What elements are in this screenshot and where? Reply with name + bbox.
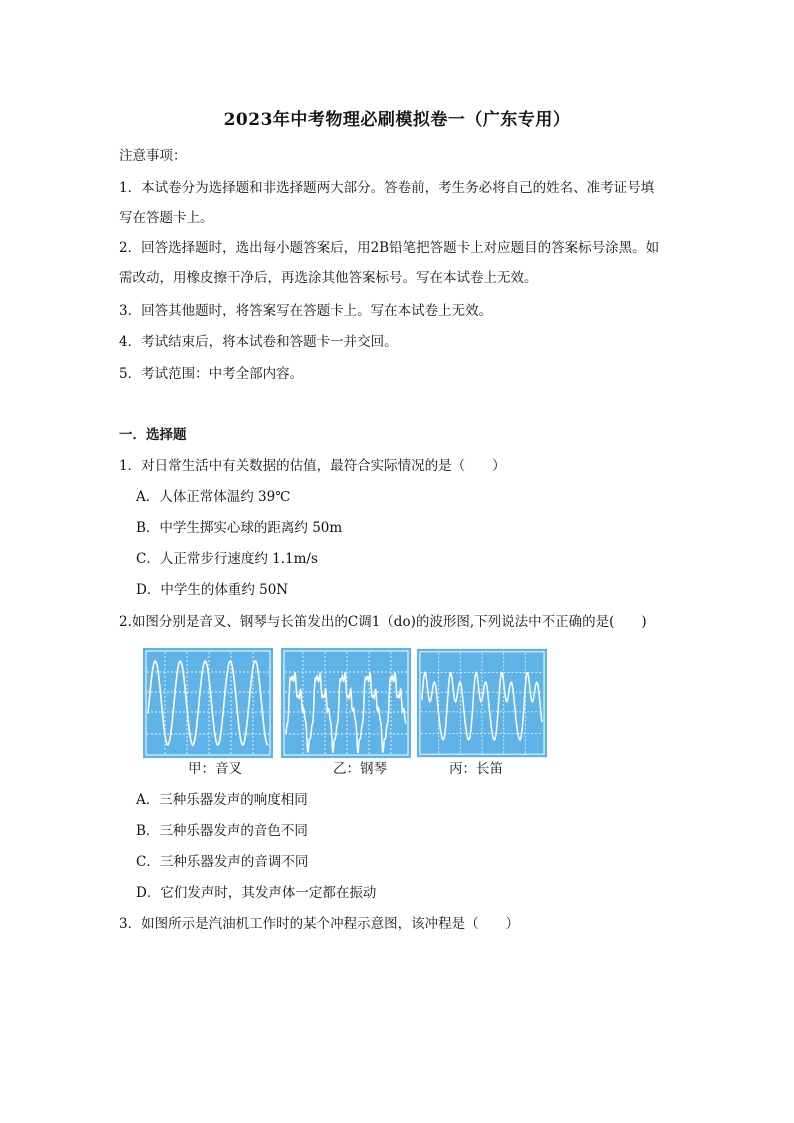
caption-piano: 乙：钢琴: [333, 761, 387, 777]
note-line: 3．回答其他题时，将答案写在答题卡上。写在本试卷上无效。: [119, 303, 493, 319]
caption-flute: 丙：长笛: [449, 761, 503, 777]
question-3-stem: 3．如图所示是汽油机工作时的某个冲程示意图，该冲程是（ ）: [119, 916, 520, 932]
exam-title: 2023年中考物理必刷模拟卷一（广东专用）: [223, 110, 571, 130]
note-line: 2．回答选择题时，选出每小题答案后，用2B铅笔把答题卡上对应题目的答案标号涂黑。如: [119, 240, 660, 256]
tuning-fork-waveform: [143, 648, 273, 758]
piano-waveform: [281, 648, 411, 758]
question-1-stem: 1．对日常生活中有关数据的估值，最符合实际情况的是（ ）: [119, 458, 506, 474]
flute-waveform: [417, 648, 547, 758]
note-line: 写在答题卡上。: [119, 210, 214, 226]
note-line: 需改动，用橡皮擦干净后，再选涂其他答案标号。写在本试卷上无效。: [119, 270, 538, 286]
q1-option-d: D．中学生的体重约 50N: [136, 582, 289, 598]
waveform-figure: [143, 648, 549, 758]
q1-option-c: C．人正常步行速度约 1.1m/s: [136, 551, 318, 567]
note-line: 1．本试卷分为选择题和非选择题两大部分。答卷前，考生务必将自己的姓名、准考证号填: [119, 180, 655, 196]
note-line: 5．考试范围：中考全部内容。: [119, 366, 304, 382]
q2-option-d: D．它们发声时，其发声体一定都在振动: [136, 885, 377, 901]
q1-option-a: A．人体正常体温约 39℃: [136, 489, 291, 505]
q1-option-b: B．中学生掷实心球的距离约 50m: [136, 520, 343, 536]
note-line: 4．考试结束后，将本试卷和答题卡一并交回。: [119, 334, 398, 350]
q2-option-a: A．三种乐器发声的响度相同: [136, 792, 308, 808]
q2-option-c: C．三种乐器发声的音调不同: [136, 854, 309, 870]
caption-tuning-fork: 甲：音叉: [188, 761, 242, 777]
notes-heading: 注意事项：: [119, 148, 187, 164]
section-heading: 一．选择题: [119, 427, 187, 443]
q2-option-b: B．三种乐器发声的音色不同: [136, 823, 308, 839]
question-2-stem: 2.如图分别是音叉、钢琴与长笛发出的C调1（do)的波形图,下列说法中不正确的是( ): [119, 614, 647, 630]
